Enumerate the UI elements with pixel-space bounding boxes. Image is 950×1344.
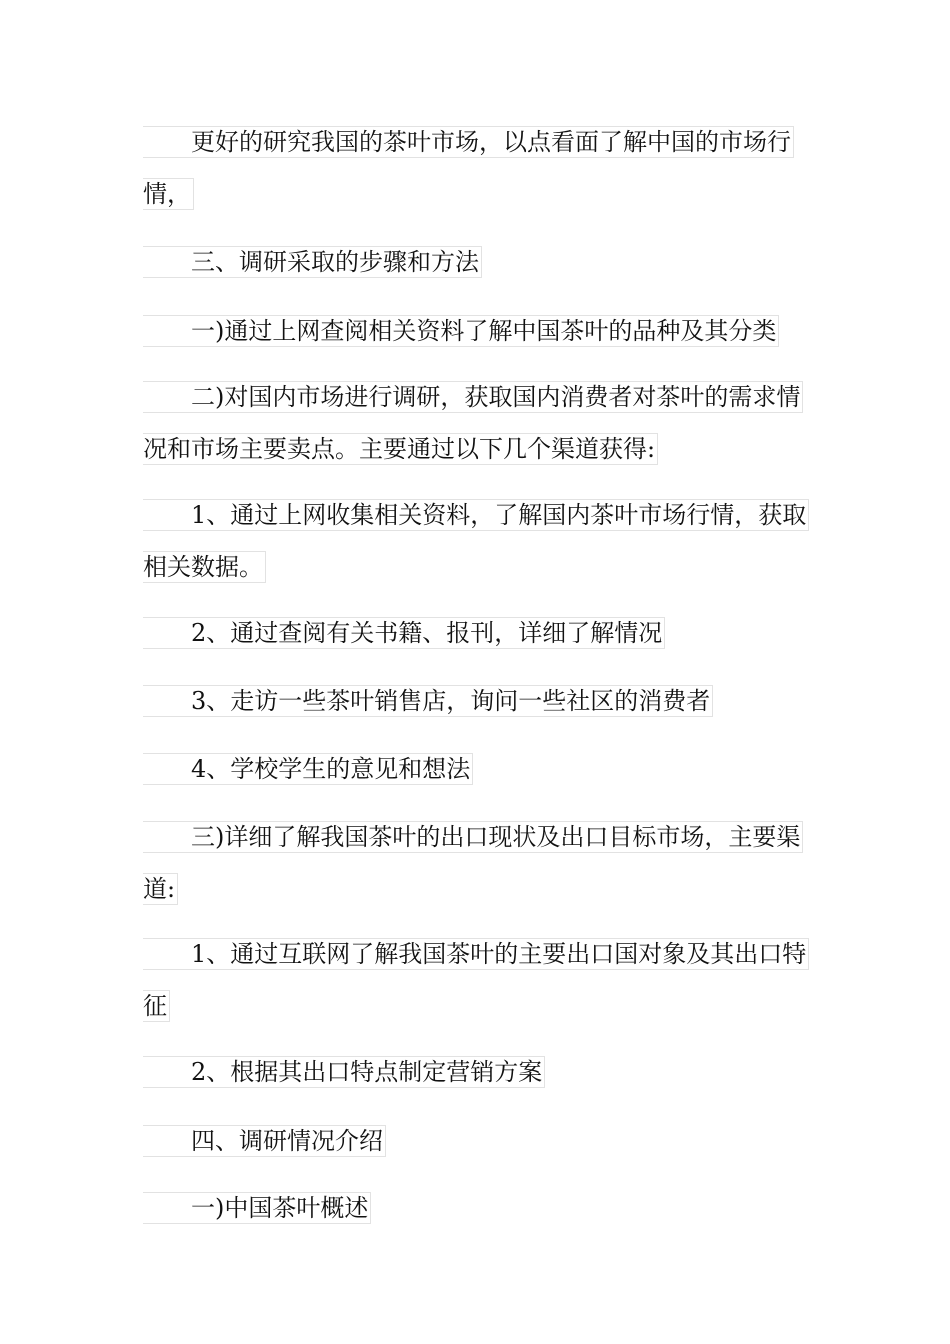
text-line-content: 征	[143, 990, 170, 1022]
text-line-content: 2、通过查阅有关书籍、报刊，详细了解情况	[143, 617, 665, 649]
text-line	[143, 863, 803, 915]
paragraph-subitem-3	[143, 675, 803, 727]
text-line	[143, 980, 803, 1032]
text-line-content: 况和市场主要卖点。主要通过以下几个渠道获得:	[143, 433, 658, 465]
text-line	[143, 1115, 803, 1167]
paragraph-item-2	[143, 371, 803, 475]
text-line	[143, 489, 807, 541]
text-line-content: 相关数据。	[143, 551, 266, 583]
text-line	[143, 928, 807, 980]
text-line-content: 1、通过上网收集相关资料，了解国内茶叶市场行情，获取	[143, 499, 809, 531]
paragraph-subitem-1	[143, 489, 807, 593]
heading-section-4	[143, 1115, 803, 1167]
paragraph-market-study	[143, 116, 803, 220]
text-line	[143, 1182, 803, 1234]
paragraph-item-1	[143, 305, 803, 357]
text-line-content: 道:	[143, 873, 178, 905]
text-line	[143, 1046, 803, 1098]
text-line-content: 三)详细了解我国茶叶的出口现状及出口目标市场，主要渠	[143, 821, 803, 853]
text-line-content: 情，	[143, 178, 194, 210]
text-line	[143, 423, 803, 475]
text-line-content: 2、根据其出口特点制定营销方案	[143, 1056, 545, 1088]
paragraph-export-subitem-2	[143, 1046, 803, 1098]
text-line-content: 4、学校学生的意见和想法	[143, 753, 473, 785]
text-line	[143, 675, 803, 727]
text-line	[143, 371, 803, 423]
heading-subsection-1	[143, 1182, 803, 1234]
text-line	[143, 236, 803, 288]
paragraph-export-subitem-1	[143, 928, 807, 1032]
paragraph-subitem-2	[143, 607, 803, 659]
text-line-content: 更好的研究我国的茶叶市场，以点看面了解中国的市场行	[143, 126, 794, 158]
paragraph-subitem-4	[143, 743, 803, 795]
text-line	[143, 743, 803, 795]
text-line-content: 一)通过上网查阅相关资料了解中国茶叶的品种及其分类	[143, 315, 779, 347]
text-line	[143, 541, 803, 593]
text-line-content: 1、通过互联网了解我国茶叶的主要出口国对象及其出口特	[143, 938, 809, 970]
text-line-content: 四、调研情况介绍	[143, 1125, 386, 1157]
text-line-content: 二)对国内市场进行调研，获取国内消费者对茶叶的需求情	[143, 381, 803, 413]
paragraph-item-3	[143, 811, 803, 915]
text-line-content: 一)中国茶叶概述	[143, 1192, 371, 1224]
text-line-content: 三、调研采取的步骤和方法	[143, 246, 482, 278]
text-line-content: 3、走访一些茶叶销售店，询问一些社区的消费者	[143, 685, 713, 717]
text-line	[143, 168, 803, 220]
text-line	[143, 116, 803, 168]
text-line	[143, 305, 803, 357]
heading-section-3	[143, 236, 803, 288]
text-line	[143, 811, 803, 863]
text-line	[143, 607, 803, 659]
